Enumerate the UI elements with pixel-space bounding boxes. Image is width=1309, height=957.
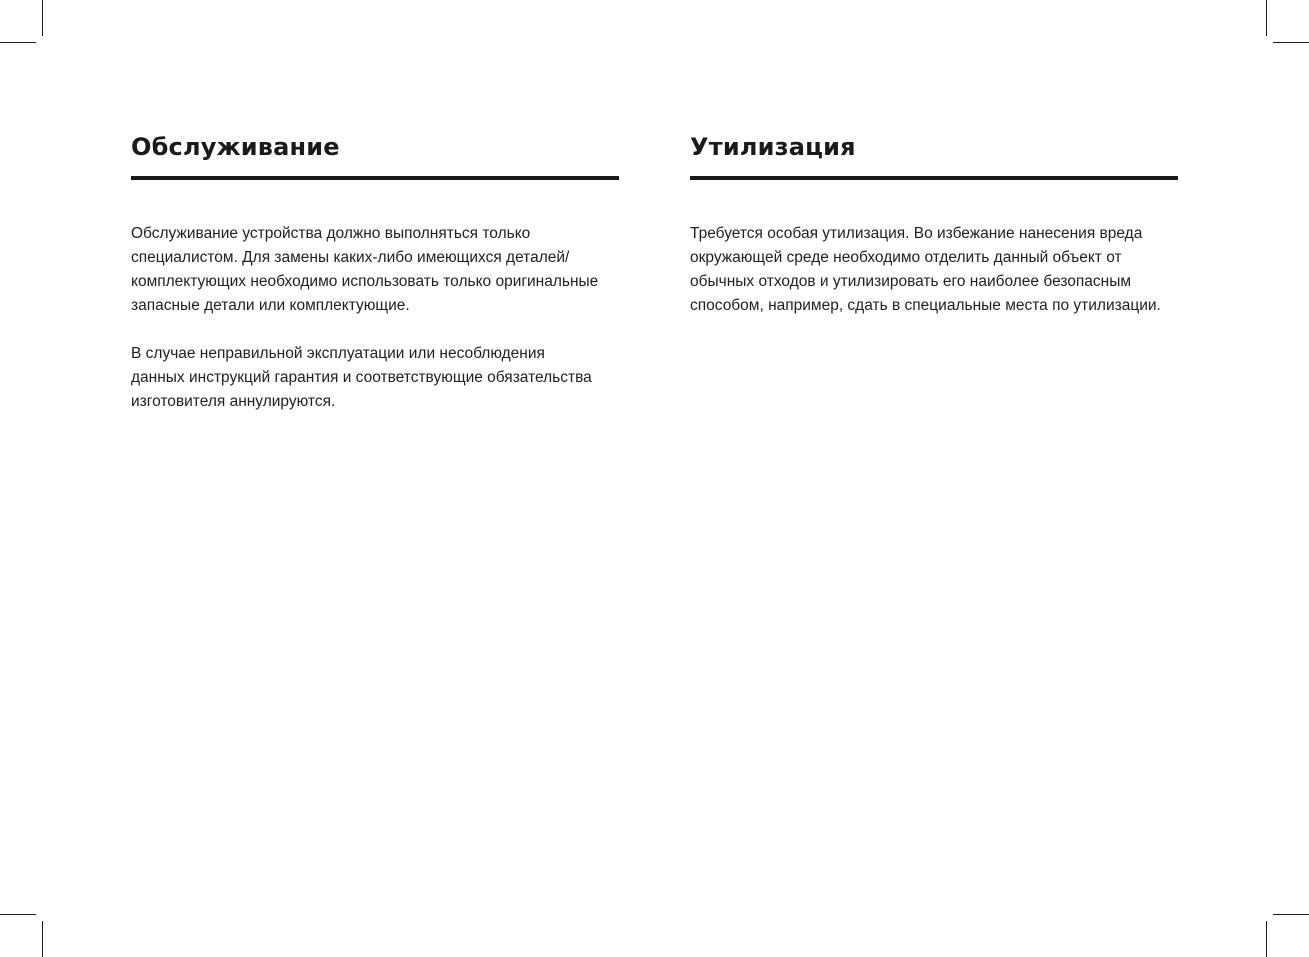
crop-mark-top-left-horizontal bbox=[0, 42, 36, 43]
text-line: специалистом. Для замены каких-либо имеющихся деталей/ bbox=[131, 249, 570, 266]
maintenance-heading-rule bbox=[131, 176, 619, 180]
crop-mark-bottom-left-horizontal bbox=[0, 914, 36, 915]
text-line: способом, например, сдать в специальные места по утилизации. bbox=[690, 297, 1161, 314]
crop-mark-bottom-right-horizontal bbox=[1273, 914, 1309, 915]
text-line: обычных отходов и утилизировать его наиболее безопасным bbox=[690, 273, 1132, 290]
maintenance-heading: Обслуживание bbox=[131, 133, 340, 161]
text-line: Требуется особая утилизация. Во избежание нанесения вреда bbox=[690, 225, 1143, 242]
crop-mark-top-right-vertical bbox=[1266, 0, 1267, 36]
maintenance-paragraph-1 bbox=[131, 222, 619, 318]
crop-mark-top-right-horizontal bbox=[1273, 42, 1309, 43]
text-line: изготовителя аннулируются. bbox=[131, 393, 336, 410]
disposal-body bbox=[690, 222, 1178, 342]
maintenance-paragraph-2 bbox=[131, 342, 619, 414]
disposal-heading: Утилизация bbox=[690, 133, 856, 161]
disposal-heading-rule bbox=[690, 176, 1178, 180]
text-line: В случае неправильной эксплуатации или несоблюдения bbox=[131, 345, 545, 362]
text-line: комплектующих необходимо использовать только оригинальные bbox=[131, 273, 599, 290]
text-line: данных инструкций гарантия и соответствующие обязательства bbox=[131, 369, 592, 386]
text-line: Обслуживание устройства должно выполняться только bbox=[131, 225, 531, 242]
maintenance-body bbox=[131, 222, 619, 438]
crop-mark-bottom-left-vertical bbox=[42, 921, 43, 957]
text-line: запасные детали или комплектующие. bbox=[131, 297, 410, 314]
text-line: окружающей среде необходимо отделить данный объект от bbox=[690, 249, 1122, 266]
crop-mark-bottom-right-vertical bbox=[1266, 921, 1267, 957]
crop-mark-top-left-vertical bbox=[42, 0, 43, 36]
disposal-paragraph-1 bbox=[690, 222, 1178, 318]
